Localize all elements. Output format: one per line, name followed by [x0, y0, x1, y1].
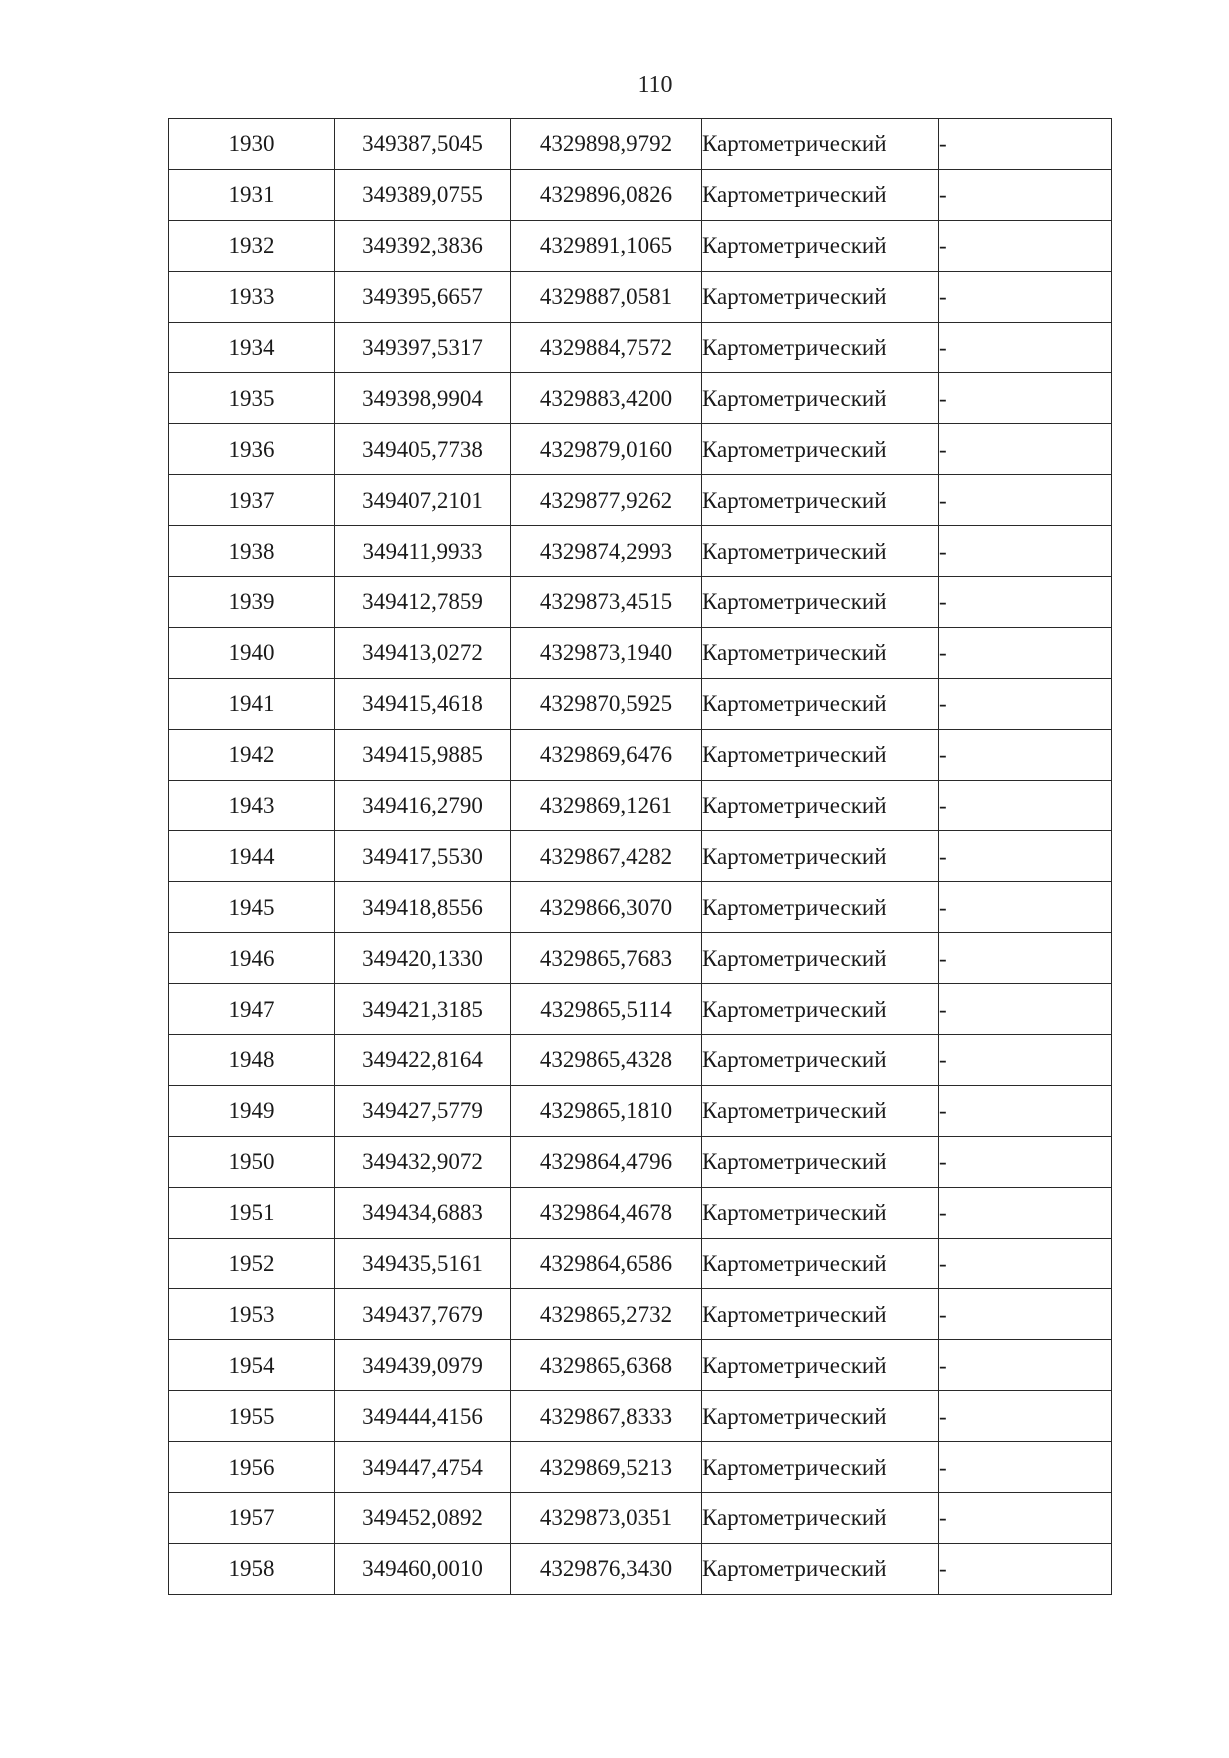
y-coordinate-cell: 4329865,1810	[511, 1085, 702, 1136]
y-coordinate-cell: 4329864,6586	[511, 1238, 702, 1289]
point-number-cell: 1930	[169, 119, 335, 170]
x-coordinate-cell: 349415,9885	[335, 729, 511, 780]
point-number-cell: 1940	[169, 627, 335, 678]
note-cell: -	[939, 627, 1112, 678]
note-cell: -	[939, 933, 1112, 984]
x-coordinate-cell: 349398,9904	[335, 373, 511, 424]
x-coordinate-cell: 349395,6657	[335, 271, 511, 322]
note-cell: -	[939, 1136, 1112, 1187]
point-number-cell: 1937	[169, 475, 335, 526]
x-coordinate-cell: 349444,4156	[335, 1391, 511, 1442]
coordinates-table-body	[169, 119, 1112, 1595]
table-row	[169, 373, 1112, 424]
y-coordinate-cell: 4329873,0351	[511, 1493, 702, 1544]
method-cell: Картометрический	[702, 678, 939, 729]
method-cell: Картометрический	[702, 1391, 939, 1442]
point-number-cell: 1932	[169, 220, 335, 271]
table-row	[169, 1391, 1112, 1442]
x-coordinate-cell: 349417,5530	[335, 831, 511, 882]
table-row	[169, 1543, 1112, 1594]
x-coordinate-cell: 349412,7859	[335, 577, 511, 628]
x-coordinate-cell: 349415,4618	[335, 678, 511, 729]
x-coordinate-cell: 349432,9072	[335, 1136, 511, 1187]
note-cell: -	[939, 526, 1112, 577]
x-coordinate-cell: 349407,2101	[335, 475, 511, 526]
method-cell: Картометрический	[702, 373, 939, 424]
method-cell: Картометрический	[702, 271, 939, 322]
x-coordinate-cell: 349447,4754	[335, 1442, 511, 1493]
x-coordinate-cell: 349421,3185	[335, 984, 511, 1035]
point-number-cell: 1950	[169, 1136, 335, 1187]
x-coordinate-cell: 349418,8556	[335, 882, 511, 933]
point-number-cell: 1944	[169, 831, 335, 882]
table-row	[169, 933, 1112, 984]
x-coordinate-cell: 349420,1330	[335, 933, 511, 984]
point-number-cell: 1941	[169, 678, 335, 729]
point-number-cell: 1933	[169, 271, 335, 322]
method-cell: Картометрический	[702, 984, 939, 1035]
point-number-cell: 1942	[169, 729, 335, 780]
note-cell: -	[939, 1238, 1112, 1289]
method-cell: Картометрический	[702, 119, 939, 170]
table-row	[169, 169, 1112, 220]
table-row	[169, 322, 1112, 373]
note-cell: -	[939, 1442, 1112, 1493]
method-cell: Картометрический	[702, 1238, 939, 1289]
table-row	[169, 1187, 1112, 1238]
y-coordinate-cell: 4329866,3070	[511, 882, 702, 933]
y-coordinate-cell: 4329864,4796	[511, 1136, 702, 1187]
note-cell: -	[939, 475, 1112, 526]
x-coordinate-cell: 349397,5317	[335, 322, 511, 373]
y-coordinate-cell: 4329876,3430	[511, 1543, 702, 1594]
method-cell: Картометрический	[702, 1136, 939, 1187]
point-number-cell: 1954	[169, 1340, 335, 1391]
note-cell: -	[939, 1543, 1112, 1594]
method-cell: Картометрический	[702, 1187, 939, 1238]
note-cell: -	[939, 780, 1112, 831]
y-coordinate-cell: 4329865,5114	[511, 984, 702, 1035]
method-cell: Картометрический	[702, 577, 939, 628]
point-number-cell: 1935	[169, 373, 335, 424]
x-coordinate-cell: 349389,0755	[335, 169, 511, 220]
table-row	[169, 1340, 1112, 1391]
x-coordinate-cell: 349437,7679	[335, 1289, 511, 1340]
point-number-cell: 1947	[169, 984, 335, 1035]
point-number-cell: 1949	[169, 1085, 335, 1136]
y-coordinate-cell: 4329891,1065	[511, 220, 702, 271]
y-coordinate-cell: 4329865,6368	[511, 1340, 702, 1391]
x-coordinate-cell: 349435,5161	[335, 1238, 511, 1289]
table-row	[169, 526, 1112, 577]
page-number: 110	[637, 72, 673, 98]
x-coordinate-cell: 349416,2790	[335, 780, 511, 831]
note-cell: -	[939, 271, 1112, 322]
x-coordinate-cell: 349439,0979	[335, 1340, 511, 1391]
point-number-cell: 1948	[169, 1035, 335, 1086]
table-row	[169, 627, 1112, 678]
note-cell: -	[939, 322, 1112, 373]
x-coordinate-cell: 349427,5779	[335, 1085, 511, 1136]
point-number-cell: 1943	[169, 780, 335, 831]
y-coordinate-cell: 4329865,4328	[511, 1035, 702, 1086]
y-coordinate-cell: 4329887,0581	[511, 271, 702, 322]
table-row	[169, 1136, 1112, 1187]
note-cell: -	[939, 831, 1112, 882]
x-coordinate-cell: 349413,0272	[335, 627, 511, 678]
table-row	[169, 1493, 1112, 1544]
method-cell: Картометрический	[702, 882, 939, 933]
method-cell: Картометрический	[702, 627, 939, 678]
y-coordinate-cell: 4329883,4200	[511, 373, 702, 424]
y-coordinate-cell: 4329874,2993	[511, 526, 702, 577]
y-coordinate-cell: 4329867,8333	[511, 1391, 702, 1442]
point-number-cell: 1958	[169, 1543, 335, 1594]
table-row	[169, 119, 1112, 170]
table-row	[169, 1238, 1112, 1289]
note-cell: -	[939, 1340, 1112, 1391]
table-row	[169, 220, 1112, 271]
table-row	[169, 729, 1112, 780]
point-number-cell: 1934	[169, 322, 335, 373]
method-cell: Картометрический	[702, 1289, 939, 1340]
point-number-cell: 1956	[169, 1442, 335, 1493]
method-cell: Картометрический	[702, 1493, 939, 1544]
note-cell: -	[939, 373, 1112, 424]
table-row	[169, 1035, 1112, 1086]
note-cell: -	[939, 882, 1112, 933]
table-row	[169, 1085, 1112, 1136]
method-cell: Картометрический	[702, 780, 939, 831]
note-cell: -	[939, 1289, 1112, 1340]
note-cell: -	[939, 1493, 1112, 1544]
y-coordinate-cell: 4329873,4515	[511, 577, 702, 628]
x-coordinate-cell: 349422,8164	[335, 1035, 511, 1086]
table-row	[169, 1289, 1112, 1340]
y-coordinate-cell: 4329898,9792	[511, 119, 702, 170]
note-cell: -	[939, 1035, 1112, 1086]
point-number-cell: 1951	[169, 1187, 335, 1238]
note-cell: -	[939, 220, 1112, 271]
point-number-cell: 1938	[169, 526, 335, 577]
y-coordinate-cell: 4329879,0160	[511, 424, 702, 475]
table-row	[169, 780, 1112, 831]
y-coordinate-cell: 4329869,5213	[511, 1442, 702, 1493]
y-coordinate-cell: 4329870,5925	[511, 678, 702, 729]
table-row	[169, 424, 1112, 475]
note-cell: -	[939, 424, 1112, 475]
note-cell: -	[939, 119, 1112, 170]
method-cell: Картометрический	[702, 729, 939, 780]
y-coordinate-cell: 4329867,4282	[511, 831, 702, 882]
point-number-cell: 1945	[169, 882, 335, 933]
note-cell: -	[939, 678, 1112, 729]
x-coordinate-cell: 349411,9933	[335, 526, 511, 577]
point-number-cell: 1953	[169, 1289, 335, 1340]
x-coordinate-cell: 349405,7738	[335, 424, 511, 475]
method-cell: Картометрический	[702, 475, 939, 526]
y-coordinate-cell: 4329869,6476	[511, 729, 702, 780]
y-coordinate-cell: 4329865,7683	[511, 933, 702, 984]
table-row	[169, 577, 1112, 628]
x-coordinate-cell: 349434,6883	[335, 1187, 511, 1238]
y-coordinate-cell: 4329896,0826	[511, 169, 702, 220]
table-row	[169, 831, 1112, 882]
table-row	[169, 271, 1112, 322]
point-number-cell: 1939	[169, 577, 335, 628]
note-cell: -	[939, 169, 1112, 220]
note-cell: -	[939, 577, 1112, 628]
table-row	[169, 475, 1112, 526]
method-cell: Картометрический	[702, 322, 939, 373]
x-coordinate-cell: 349387,5045	[335, 119, 511, 170]
table-row	[169, 882, 1112, 933]
x-coordinate-cell: 349460,0010	[335, 1543, 511, 1594]
y-coordinate-cell: 4329877,9262	[511, 475, 702, 526]
method-cell: Картометрический	[702, 169, 939, 220]
note-cell: -	[939, 1187, 1112, 1238]
note-cell: -	[939, 1085, 1112, 1136]
method-cell: Картометрический	[702, 220, 939, 271]
point-number-cell: 1957	[169, 1493, 335, 1544]
x-coordinate-cell: 349392,3836	[335, 220, 511, 271]
point-number-cell: 1952	[169, 1238, 335, 1289]
point-number-cell: 1946	[169, 933, 335, 984]
y-coordinate-cell: 4329865,2732	[511, 1289, 702, 1340]
method-cell: Картометрический	[702, 1442, 939, 1493]
note-cell: -	[939, 1391, 1112, 1442]
coordinates-table	[168, 118, 1112, 1595]
x-coordinate-cell: 349452,0892	[335, 1493, 511, 1544]
method-cell: Картометрический	[702, 1085, 939, 1136]
table-row	[169, 1442, 1112, 1493]
note-cell: -	[939, 984, 1112, 1035]
method-cell: Картометрический	[702, 1543, 939, 1594]
method-cell: Картометрический	[702, 1035, 939, 1086]
point-number-cell: 1955	[169, 1391, 335, 1442]
y-coordinate-cell: 4329884,7572	[511, 322, 702, 373]
method-cell: Картометрический	[702, 1340, 939, 1391]
note-cell: -	[939, 729, 1112, 780]
table-row	[169, 984, 1112, 1035]
method-cell: Картометрический	[702, 831, 939, 882]
method-cell: Картометрический	[702, 424, 939, 475]
method-cell: Картометрический	[702, 933, 939, 984]
y-coordinate-cell: 4329864,4678	[511, 1187, 702, 1238]
y-coordinate-cell: 4329873,1940	[511, 627, 702, 678]
table-row	[169, 678, 1112, 729]
y-coordinate-cell: 4329869,1261	[511, 780, 702, 831]
point-number-cell: 1931	[169, 169, 335, 220]
point-number-cell: 1936	[169, 424, 335, 475]
method-cell: Картометрический	[702, 526, 939, 577]
